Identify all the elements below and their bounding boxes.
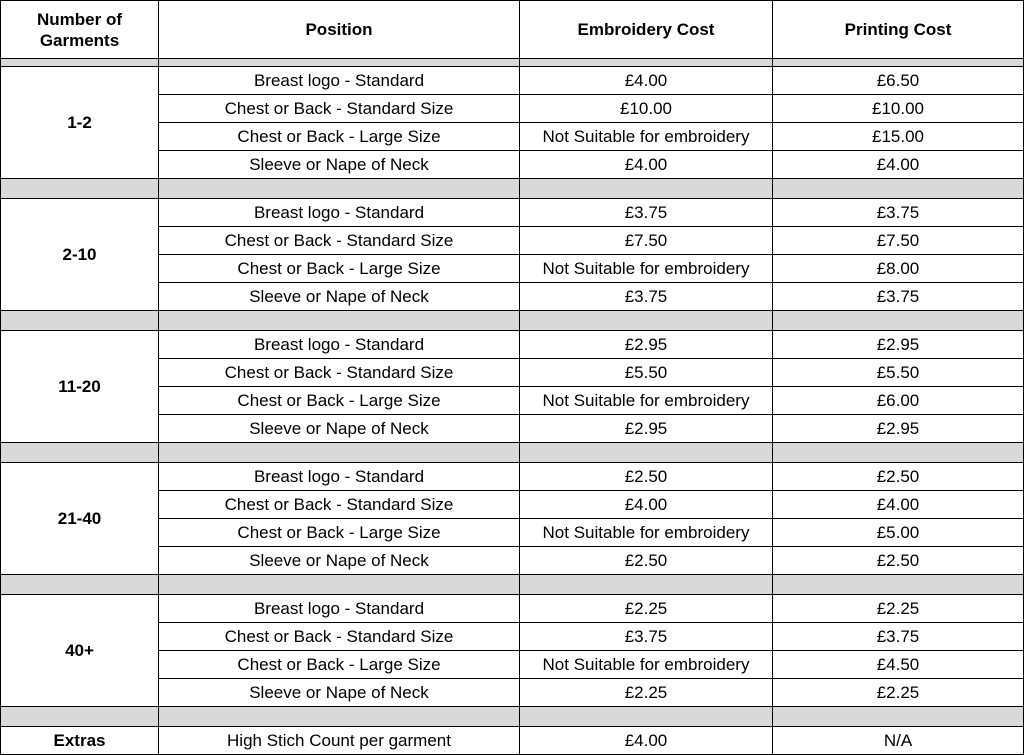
position-cell: Chest or Back - Standard Size	[159, 227, 520, 255]
position-cell: Breast logo - Standard	[159, 199, 520, 227]
position-cell: Chest or Back - Standard Size	[159, 95, 520, 123]
position-cell: Sleeve or Nape of Neck	[159, 679, 520, 707]
embroidery-cost-cell: £3.75	[520, 199, 773, 227]
printing-cost-cell: £3.75	[773, 283, 1024, 311]
separator-cell	[773, 311, 1024, 331]
position-cell: Chest or Back - Large Size	[159, 123, 520, 151]
printing-cost-cell: £3.75	[773, 199, 1024, 227]
printing-cost-cell: £4.50	[773, 651, 1024, 679]
separator-row	[1, 59, 1024, 67]
printing-cost-cell: £8.00	[773, 255, 1024, 283]
separator-cell	[159, 311, 520, 331]
embroidery-cost-cell: £3.75	[520, 283, 773, 311]
separator-cell	[773, 179, 1024, 199]
embroidery-cost-cell: Not Suitable for embroidery	[520, 519, 773, 547]
embroidery-cost-cell: Not Suitable for embroidery	[520, 255, 773, 283]
table-row	[1, 463, 1024, 491]
embroidery-cost-cell: £5.50	[520, 359, 773, 387]
separator-cell	[1, 179, 159, 199]
garment-quantity-cell: 2-10	[1, 199, 159, 311]
embroidery-cost-cell: £4.00	[520, 151, 773, 179]
position-cell: Chest or Back - Standard Size	[159, 359, 520, 387]
separator-cell	[520, 311, 773, 331]
embroidery-cost-cell: £4.00	[520, 491, 773, 519]
separator-cell	[520, 575, 773, 595]
position-cell: Sleeve or Nape of Neck	[159, 283, 520, 311]
printing-cost-cell: £3.75	[773, 623, 1024, 651]
garment-quantity-cell: 40+	[1, 595, 159, 707]
separator-cell	[159, 179, 520, 199]
separator-cell	[1, 443, 159, 463]
embroidery-cost-cell: £2.50	[520, 547, 773, 575]
position-cell: Chest or Back - Large Size	[159, 255, 520, 283]
position-cell: Breast logo - Standard	[159, 463, 520, 491]
position-cell: High Stich Count per garment	[159, 727, 520, 755]
printing-cost-cell: £15.00	[773, 123, 1024, 151]
printing-cost-cell: £4.00	[773, 151, 1024, 179]
embroidery-cost-cell: £2.50	[520, 463, 773, 491]
extras-label-cell: Extras	[1, 727, 159, 755]
embroidery-cost-cell: £2.95	[520, 331, 773, 359]
separator-cell	[520, 59, 773, 67]
separator-cell	[1, 59, 159, 67]
embroidery-cost-cell: Not Suitable for embroidery	[520, 651, 773, 679]
position-cell: Chest or Back - Large Size	[159, 387, 520, 415]
position-cell: Breast logo - Standard	[159, 595, 520, 623]
garment-quantity-cell: 21-40	[1, 463, 159, 575]
table-row	[1, 331, 1024, 359]
printing-cost-cell: £2.50	[773, 463, 1024, 491]
position-cell: Breast logo - Standard	[159, 67, 520, 95]
embroidery-cost-cell: £4.00	[520, 67, 773, 95]
printing-cost-cell: £7.50	[773, 227, 1024, 255]
position-cell: Sleeve or Nape of Neck	[159, 151, 520, 179]
printing-cost-cell: £10.00	[773, 95, 1024, 123]
separator-cell	[159, 59, 520, 67]
printing-cost-cell: £5.00	[773, 519, 1024, 547]
separator-cell	[773, 575, 1024, 595]
printing-cost-cell: £6.50	[773, 67, 1024, 95]
printing-cost-cell: £2.50	[773, 547, 1024, 575]
header-row	[1, 1, 1024, 59]
printing-cost-cell: N/A	[773, 727, 1024, 755]
separator-cell	[1, 311, 159, 331]
position-cell: Sleeve or Nape of Neck	[159, 547, 520, 575]
embroidery-cost-cell: Not Suitable for embroidery	[520, 123, 773, 151]
embroidery-cost-cell: Not Suitable for embroidery	[520, 387, 773, 415]
printing-cost-cell: £2.25	[773, 595, 1024, 623]
position-cell: Sleeve or Nape of Neck	[159, 415, 520, 443]
group-separator-row	[1, 443, 1024, 463]
garment-quantity-cell: 1-2	[1, 67, 159, 179]
separator-cell	[520, 179, 773, 199]
group-separator-row	[1, 179, 1024, 199]
separator-cell	[773, 707, 1024, 727]
separator-cell	[520, 443, 773, 463]
embroidery-cost-cell: £3.75	[520, 623, 773, 651]
header-garments: Number of Garments	[1, 1, 159, 59]
group-separator-row	[1, 707, 1024, 727]
embroidery-cost-cell: £2.25	[520, 679, 773, 707]
separator-cell	[1, 575, 159, 595]
printing-cost-cell: £4.00	[773, 491, 1024, 519]
embroidery-cost-cell: £2.95	[520, 415, 773, 443]
embroidery-cost-cell: £10.00	[520, 95, 773, 123]
embroidery-cost-cell: £2.25	[520, 595, 773, 623]
separator-cell	[159, 443, 520, 463]
printing-cost-cell: £2.95	[773, 331, 1024, 359]
separator-cell	[1, 707, 159, 727]
separator-cell	[159, 707, 520, 727]
position-cell: Chest or Back - Large Size	[159, 519, 520, 547]
printing-cost-cell: £2.95	[773, 415, 1024, 443]
position-cell: Chest or Back - Large Size	[159, 651, 520, 679]
embroidery-cost-cell: £7.50	[520, 227, 773, 255]
table-row	[1, 595, 1024, 623]
position-cell: Chest or Back - Standard Size	[159, 623, 520, 651]
printing-cost-cell: £5.50	[773, 359, 1024, 387]
table-row	[1, 199, 1024, 227]
table-row	[1, 67, 1024, 95]
embroidery-cost-cell: £4.00	[520, 727, 773, 755]
separator-cell	[773, 59, 1024, 67]
separator-cell	[520, 707, 773, 727]
group-separator-row	[1, 311, 1024, 331]
table-body	[1, 67, 1024, 755]
header-printing-cost: Printing Cost	[773, 1, 1024, 59]
separator-cell	[773, 443, 1024, 463]
separator-cell	[159, 575, 520, 595]
group-separator-row	[1, 575, 1024, 595]
position-cell: Chest or Back - Standard Size	[159, 491, 520, 519]
position-cell: Breast logo - Standard	[159, 331, 520, 359]
printing-cost-cell: £6.00	[773, 387, 1024, 415]
extras-row	[1, 727, 1024, 755]
printing-cost-cell: £2.25	[773, 679, 1024, 707]
garment-quantity-cell: 11-20	[1, 331, 159, 443]
header-position: Position	[159, 1, 520, 59]
header-embroidery-cost: Embroidery Cost	[520, 1, 773, 59]
